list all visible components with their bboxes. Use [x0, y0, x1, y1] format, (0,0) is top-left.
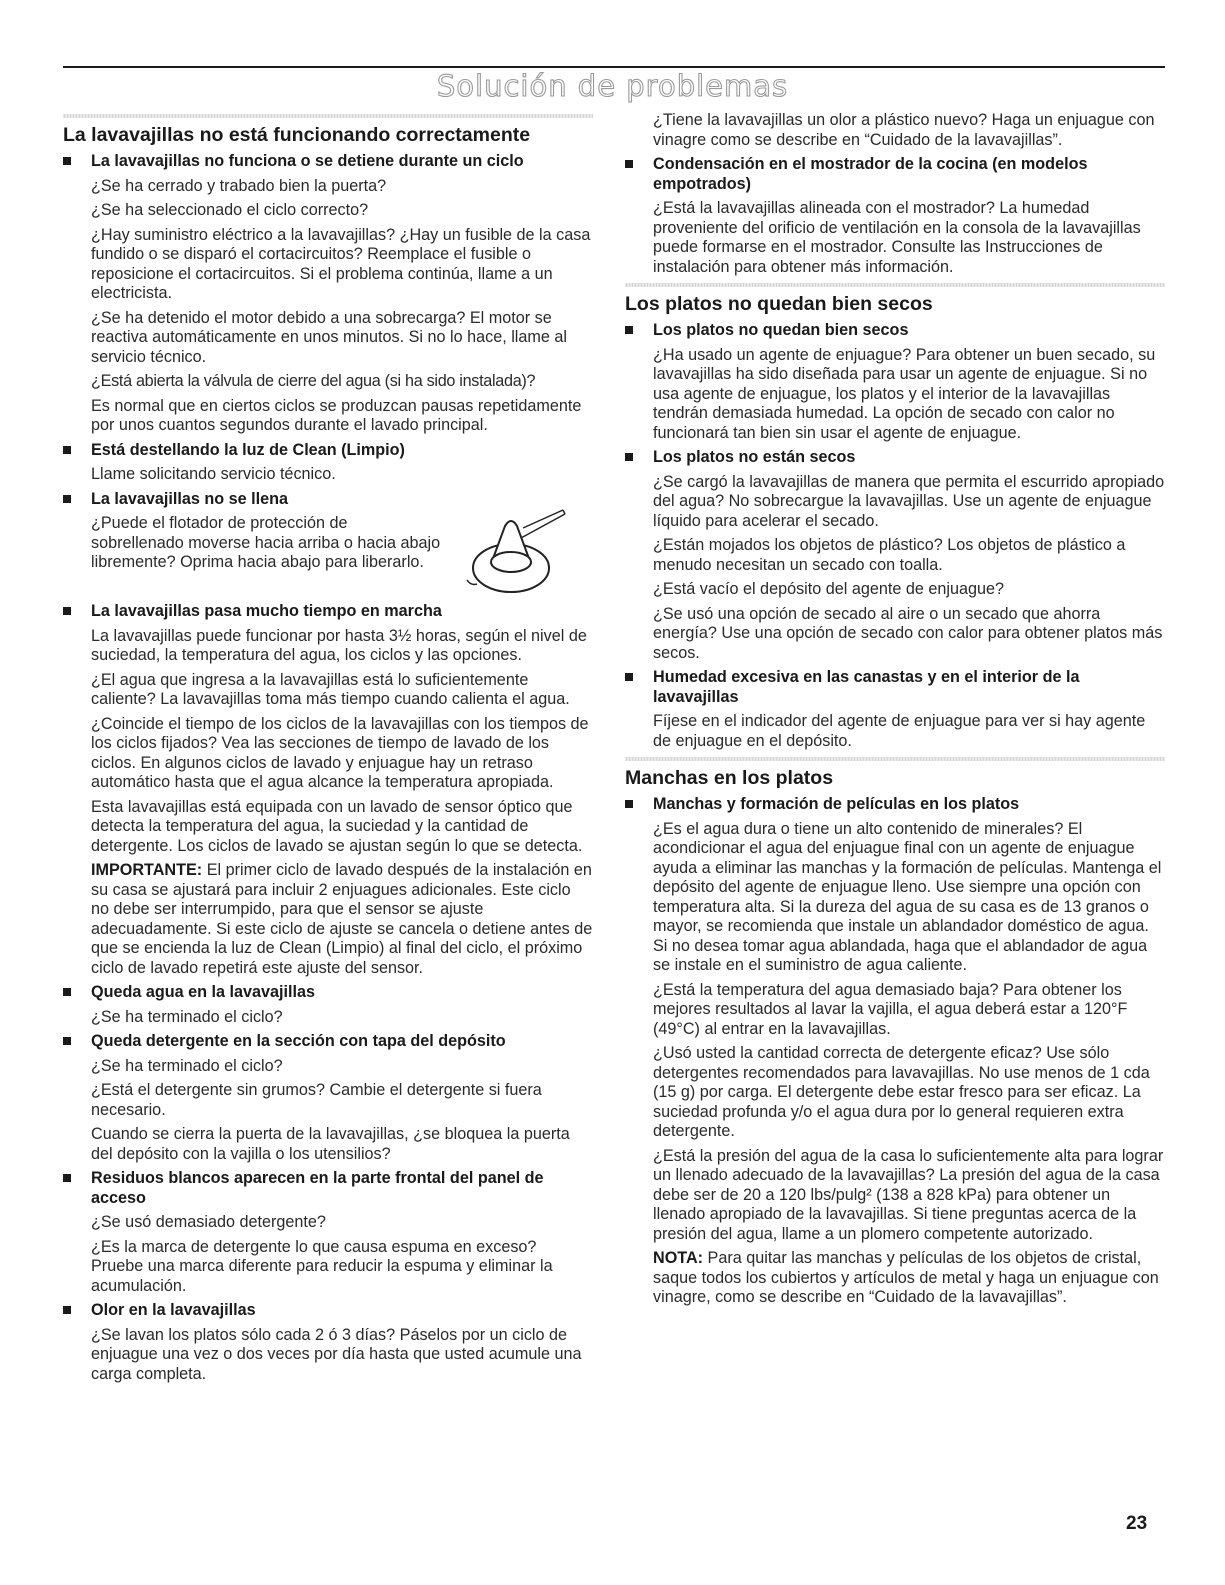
item-text: ¿Hay suministro eléctrico a la lavavajillas? ¿Hay un fusible de la casa fundido o se disparó el cortacircuitos? Reemplace el fusible o reposicione el cortacircuitos. Si el problema continúa, llame a un electricista. — [91, 225, 591, 302]
item-text: ¿Se ha terminado el ciclo? — [91, 1007, 283, 1026]
section-title-spots: Manchas en los platos — [625, 767, 834, 789]
important-note — [91, 861, 593, 978]
section-divider — [625, 283, 1165, 287]
item-spots-and-film — [625, 795, 1165, 1308]
item-text: ¿Se ha seleccionado el ciclo correcto? — [91, 201, 369, 219]
section-title-not-working: La lavavajillas no está funcionando correctamente — [63, 124, 531, 146]
item-title: Queda detergente en la sección con tapa del depósito — [91, 1032, 506, 1050]
item-title: Humedad excesiva en las canastas y en el interior de la lavavajillas — [653, 668, 1080, 706]
bullet-icon — [63, 607, 71, 615]
item-title: La lavavajillas pasa mucho tiempo en marcha — [91, 602, 442, 620]
item-text: Llame solicitando servicio técnico. — [91, 465, 336, 483]
item-text: Fíjese en el indicador del agente de enjuague para ver si hay agente de enjuague en el depósito. — [653, 712, 1146, 750]
item-text: ¿Coincide el tiempo de los ciclos de la lavavajillas con los tiempos de los ciclos fijados? Vea las secciones de tiempo de lavado de los ciclos. En algunos ciclos de lavado y enjuague hay un retraso automático hasta que el agua alcance la temperatura apropiada. — [91, 714, 589, 791]
item-title: La lavavajillas no funciona o se detiene durante un ciclo — [91, 152, 524, 170]
bullet-icon — [63, 1174, 71, 1182]
section-title-not-dry: Los platos no quedan bien secos — [625, 293, 933, 315]
item-title: Manchas y formación de películas en los platos — [653, 795, 1020, 813]
item-excess-moisture — [625, 668, 1165, 751]
item-text: ¿Se usó demasiado detergente? — [91, 1213, 326, 1231]
bullet-icon — [63, 1306, 71, 1314]
item-runs-too-long — [63, 602, 593, 978]
bullet-icon — [625, 800, 633, 808]
item-title: La lavavajillas no se llena — [91, 489, 289, 508]
note-text: Para quitar las manchas y películas de los objetos de cristal, saque todos los cubiertos y artículos de metal y haga un enjuague con vinagre, como se describe en “Cuidado de la lavavajillas”. — [653, 1249, 1159, 1306]
item-text: ¿Se lavan los platos sólo cada 2 ó 3 días? Páselos por un ciclo de enjuague una vez o dos veces por día hasta que usted acumule una carga completa. — [91, 1325, 582, 1383]
item-text: ¿Se cargó la lavavajillas de manera que permita el escurrido apropiado del agua? No sobrecargue la lavavajillas. Use un agente de enjuague líquido para acelerar el secado. — [653, 472, 1165, 530]
item-white-residue — [63, 1169, 593, 1296]
section-divider — [63, 114, 593, 118]
item-text: ¿Ha usado un agente de enjuague? Para obtener un buen secado, su lavavajillas ha sido diseñada para usar un agente de enjuague. Si no usa agente de enjuague, los platos y el interior de la lavavajillas tendrán demasiada humedad. La opción de secado con calor no funcionará tan bien sin usar el agente de enjuague. — [653, 345, 1156, 442]
item-text: ¿Es la marca de detergente lo que causa espuma en exceso? Pruebe una marca diferente para reducir la espuma y eliminar la acumulación. — [91, 1237, 553, 1295]
bullet-icon — [63, 495, 71, 503]
item-title: Condensación en el mostrador de la cocina (en modelos empotrados) — [653, 155, 1088, 193]
bullet-icon — [63, 988, 71, 996]
note — [653, 1249, 1165, 1308]
item-text: ¿Están mojados los objetos de plástico? Los objetos de plástico a menudo necesitan un secado con toalla. — [653, 536, 1126, 574]
item-text: ¿Está la lavavajillas alineada con el mostrador? La humedad proveniente del orificio de ventilación en la consola de la lavavajillas puede formarse en el mostrador. Consulte las Instrucciones de instalación para obtener más información. — [653, 199, 1141, 276]
item-detergent-remains — [63, 1032, 593, 1164]
item-title: Los platos no quedan bien secos — [653, 321, 909, 339]
bullet-icon — [625, 453, 633, 461]
item-title: Está destellando la luz de Clean (Limpio) — [91, 440, 405, 459]
overfill-float-illustration — [453, 506, 583, 601]
bullet-icon — [63, 1037, 71, 1045]
item-text: ¿Se ha cerrado y trabado bien la puerta? — [91, 176, 387, 195]
item-text: ¿Se usó una opción de secado al aire o un secado que ahorra energía? Use una opción de secado con calor para obtener platos más secos. — [653, 604, 1163, 662]
item-stops-during-cycle — [63, 152, 593, 436]
item-text: ¿Se ha detenido el motor debido a una sobrecarga? El motor se reactiva automáticamente en unos minutos. Si no lo hace, llame al servicio técnico. — [91, 308, 567, 366]
item-text: ¿Usó usted la cantidad correcta de detergente eficaz? Use sólo detergentes recomendados para lavavajillas. No use menos de 1 cda (15 g) por carga. El detergente debe estar fresco para ser eficaz. La suciedad profunda y/o el agua dura por lo general requieren extra detergente. — [653, 1044, 1150, 1140]
item-text: ¿Está vacío el depósito del agente de enjuague? — [653, 580, 1004, 598]
item-dishes-not-dry-well — [625, 321, 1165, 443]
item-text: ¿El agua que ingresa a la lavavajillas está lo suficientemente caliente? La lavavajillas toma más tiempo cuando calienta el agua. — [91, 670, 570, 708]
item-text: ¿Puede el flotador de protección de sobrellenado moverse hacia arriba o hacia abajo libremente? Oprima hacia abajo para liberarlo. — [91, 514, 441, 571]
item-title: Queda agua en la lavavajillas — [91, 983, 316, 1001]
item-text: ¿Está abierta la válvula de cierre del agua (si ha sido instalada)? — [91, 372, 536, 390]
item-title: Los platos no están secos — [653, 448, 856, 466]
bullet-icon — [63, 157, 71, 165]
page-number: 23 — [1126, 1513, 1148, 1534]
item-title: Olor en la lavavajillas — [91, 1301, 256, 1319]
item-text: Esta lavavajillas está equipada con un lavado de sensor óptico que detecta la temperatura del agua, la suciedad y la cantidad de detergente. Los ciclos de lavado se ajustan según lo que se detecta. — [91, 797, 583, 855]
continued-text: ¿Tiene la lavavajillas un olor a plástico nuevo? Haga un enjuague con vinagre como se describe en “Cuidado de la lavavajillas”. — [653, 111, 1155, 149]
item-condensation — [625, 155, 1165, 277]
bullet-icon — [625, 326, 633, 334]
item-clean-light-flashing — [63, 441, 593, 485]
item-text: ¿Está el detergente sin grumos? Cambie el detergente si fuera necesario. — [91, 1081, 542, 1119]
note-label: NOTA: — [653, 1249, 704, 1267]
item-text: Cuando se cierra la puerta de la lavavajillas, ¿se bloquea la puerta del depósito con la vajilla o los utensilios? — [91, 1125, 570, 1163]
item-odor — [63, 1301, 593, 1384]
left-column — [63, 114, 593, 1389]
right-column — [625, 111, 1165, 1313]
bullet-icon — [63, 446, 71, 454]
page-title: Solución de problemas — [436, 69, 789, 103]
item-does-not-fill — [63, 490, 593, 602]
item-text: La lavavajillas puede funcionar por hasta 3½ horas, según el nivel de suciedad, la temperatura del agua, los ciclos y las opciones. — [91, 626, 587, 664]
item-title: Residuos blancos aparecen en la parte frontal del panel de acceso — [91, 1169, 544, 1207]
item-text: ¿Se ha terminado el ciclo? — [91, 1056, 283, 1075]
item-water-remains — [63, 983, 593, 1027]
important-label: IMPORTANTE: — [91, 861, 203, 879]
section-divider — [625, 757, 1165, 761]
item-text: ¿Es el agua dura o tiene un alto contenido de minerales? El acondicionar el agua del enjuague final con un agente de enjuague ayuda a eliminar las manchas y la formación de películas. Mantenga el depósito del agente de enjuague lleno. Use siempre una opción con temperatura alta. Si la dureza del agua de su casa es de 13 granos o mayor, se recomienda que instale un ablandador doméstico de agua. Si no desea tomar agua ablandada, haga que el ablandador de agua se instale en el suministro de agua caliente. — [653, 819, 1162, 974]
bullet-icon — [625, 673, 633, 681]
item-text: Es normal que en ciertos ciclos se produzcan pausas repetidamente por unos cuantos segundos durante el lavado principal. — [91, 396, 582, 434]
item-dishes-not-dry — [625, 448, 1165, 663]
item-text: ¿Está la temperatura del agua demasiado baja? Para obtener los mejores resultados al lavar la vajilla, el agua deberá estar a 120°F (49°C) al entrar en la lavavajillas. — [653, 980, 1128, 1038]
item-text: ¿Está la presión del agua de la casa lo suficientemente alta para lograr un llenado adecuado de la lavavajillas? La presión del agua de la casa debe ser de 20 a 120 lbs/pulg² (138 a 828 kPa) para obtener un llenado apropiado de la lavavajillas. Si tiene preguntas acerca de la presión del agua, llame a un plomero competente autorizado. — [653, 1146, 1164, 1243]
important-text: El primer ciclo de lavado después de la instalación en su casa se ajustará para incluir 2 enjuagues adicionales. Este ciclo no debe ser interrumpido, para que el sensor se ajuste adecuadamente. Si este ciclo de ajuste se cancela o detiene antes de que se encienda la luz de Clean (Limpio) al final del ciclo, el próximo ciclo de lavado repetirá este ajuste del sensor. — [91, 861, 593, 977]
bullet-icon — [625, 160, 633, 168]
